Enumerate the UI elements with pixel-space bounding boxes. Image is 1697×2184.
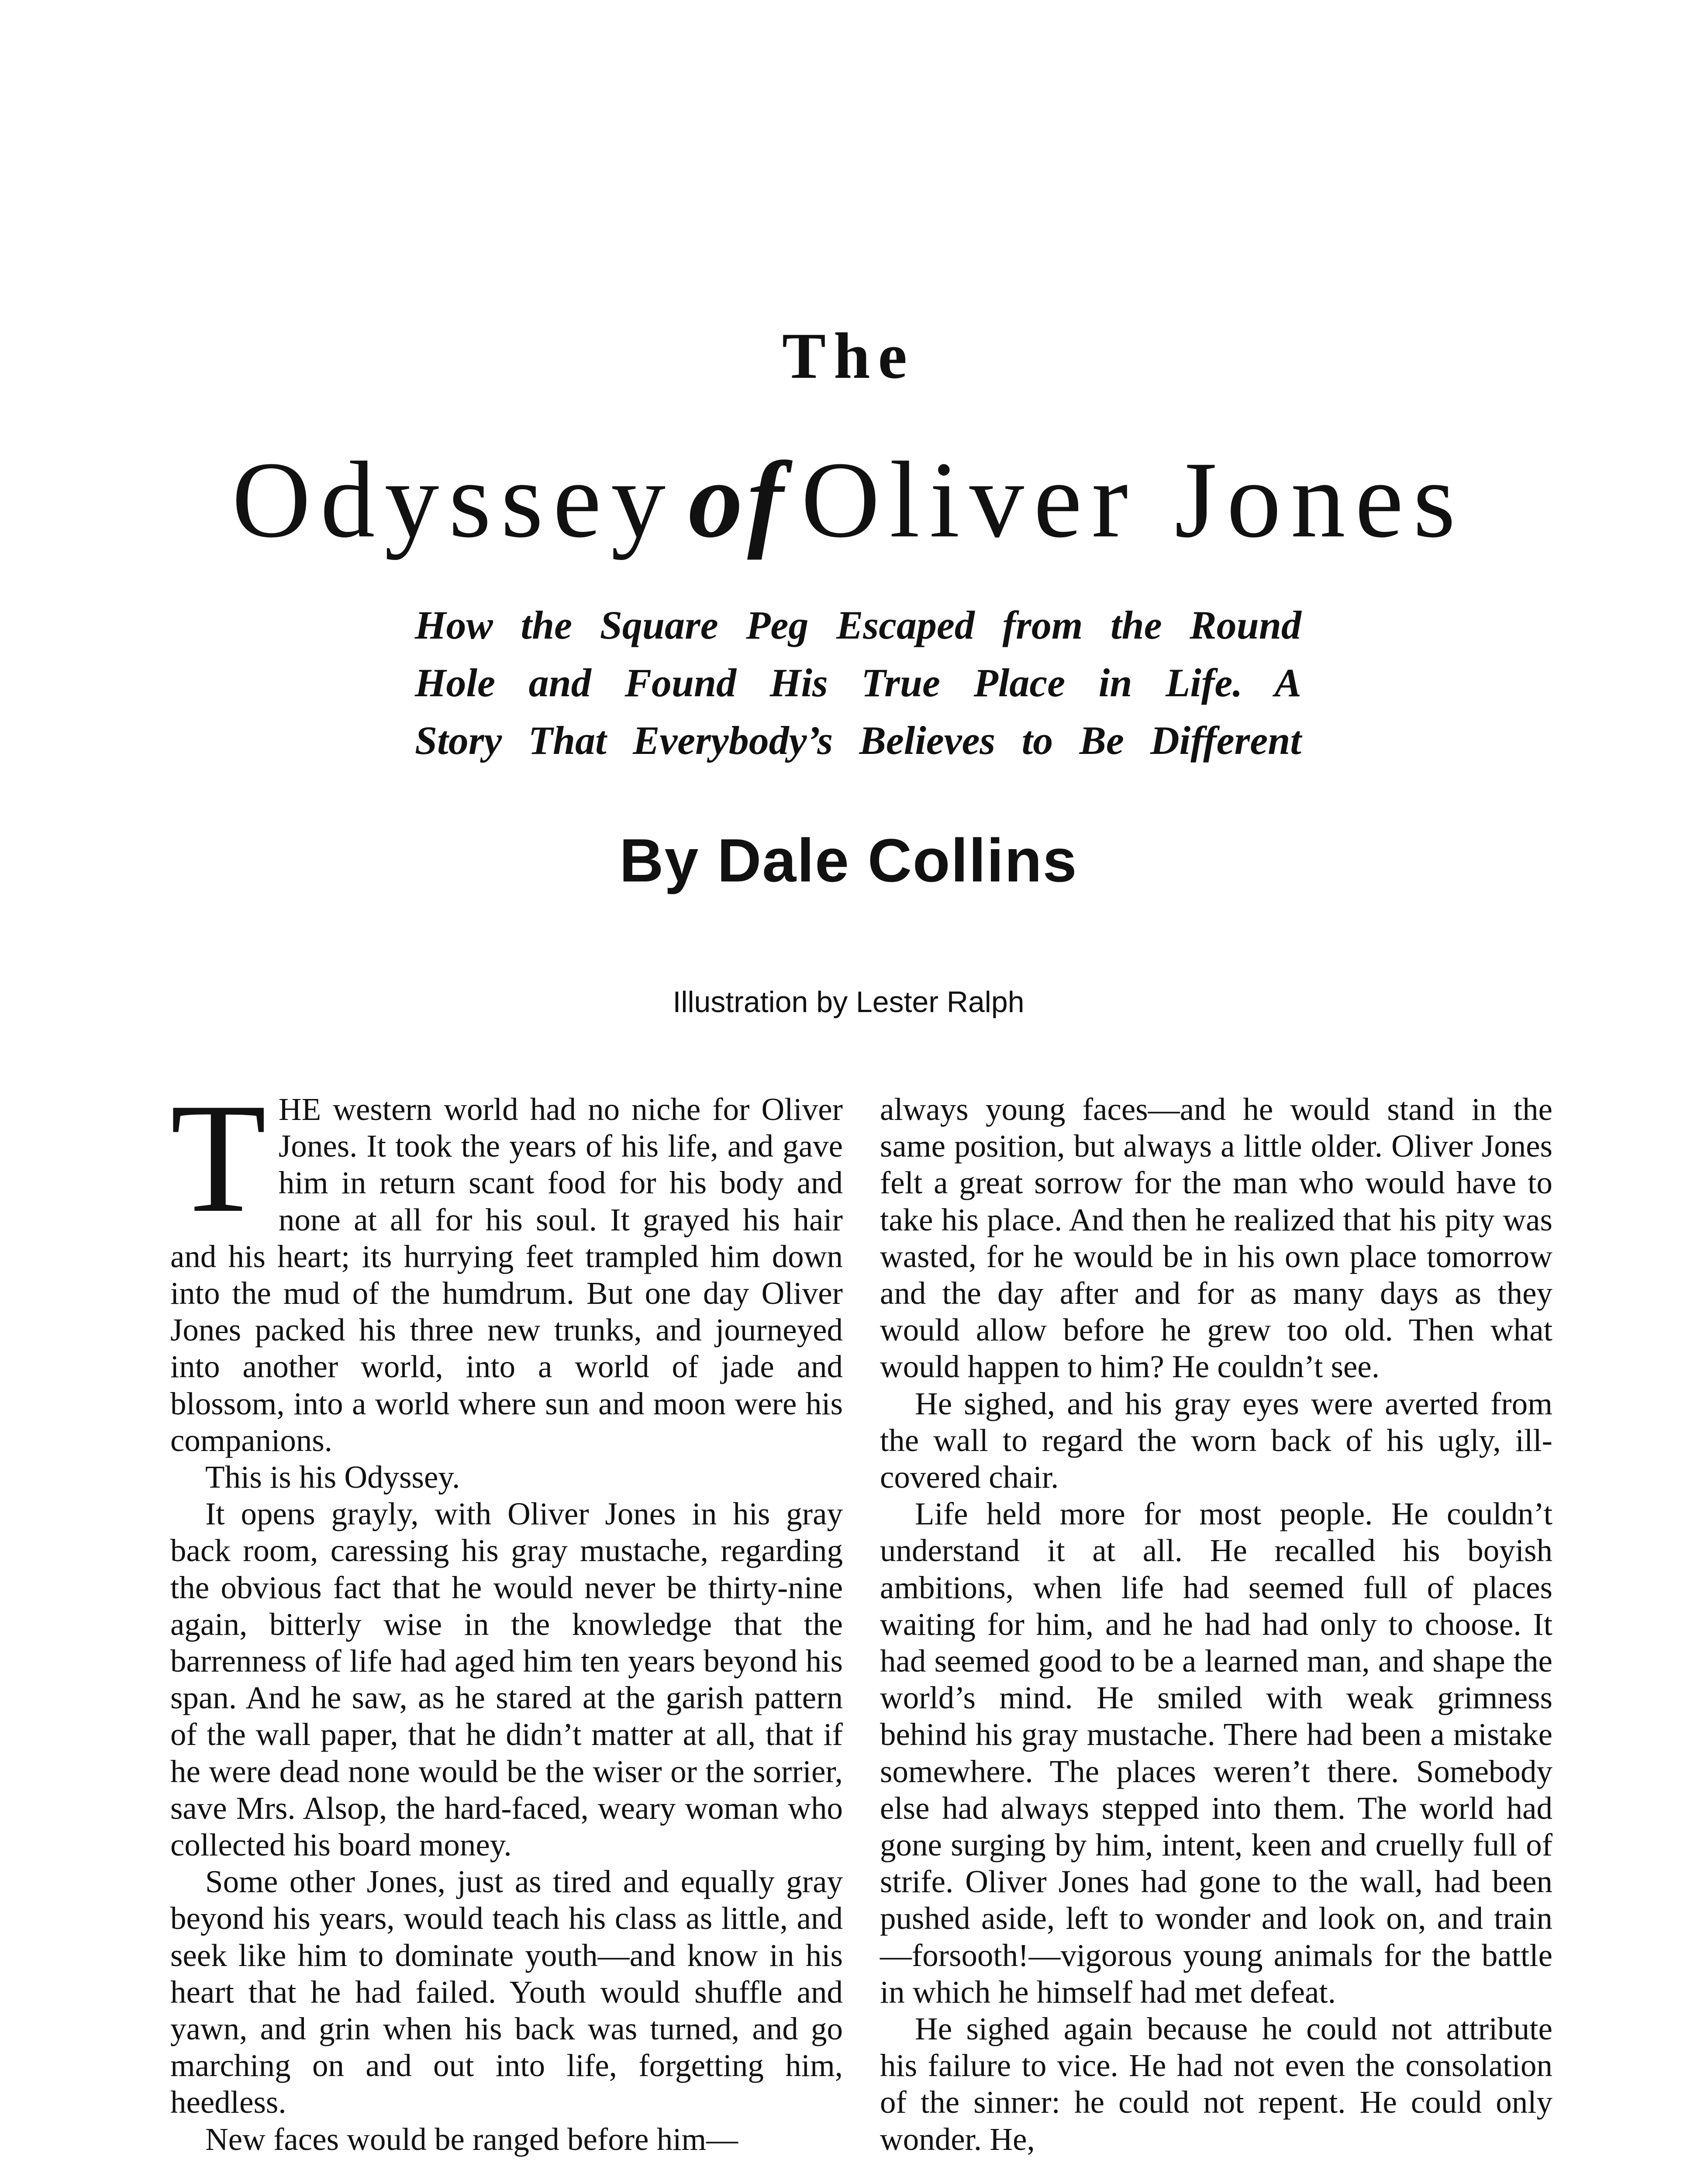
opening-paragraph [170, 1071, 843, 1459]
paragraph: Some other Jones, just as tired and equally gray beyond his years, would teach his class as little, and seek like him to dominate youth—and know in his heart that he had failed. Youth would shuffle and yawn, and grin when his back was turned, and go marching on and out into life, forgetting him, heedless. [170, 1864, 843, 2120]
story-title [0, 439, 1697, 560]
illustration-credit: Illustration by Lester Ralph [673, 985, 1024, 1019]
drop-cap: T [170, 1071, 266, 1245]
story-subtitle [415, 596, 1301, 769]
subtitle-line-1: How the Square Peg Escaped from the Round [415, 603, 1301, 647]
paragraph-text: HE western world had no niche for Oliver Jones. It took the years of his life, and gave him in return scant food for his body and none at all for his soul. It grayed his hair and his heart; its hurrying feet trampled him down into the mud of the humdrum. But one day Oliver Jones packed his three new trunks, and journeyed into another world, into a world of jade and blossom, into a world where sun and moon were his companions. [170, 1092, 843, 1458]
continued-paragraph: always young faces—and he would stand in the same position, but always a little older. Oliver Jones felt a great sorrow for the man who would have to take his place. And then he realized that his pity was wasted, for he would be in his own place tomorrow and the day after and for as many days as they would allow before he grew too old. Then what would happen to him? He couldn’t see. [880, 1092, 1552, 1385]
left-column [170, 1071, 843, 2158]
title-the: The [782, 320, 915, 392]
author-byline: By Dale Collins [619, 826, 1078, 895]
paragraph: Life held more for most people. He couldn’t understand it at all. He recalled his boyish ambitions, when life had seemed full of places waiting for him, and he had had only to choose. It had seemed good to be a learned man, and shape the world’s mind. He smiled with weak grimness behind his gray mustache. There had been a mistake somewhere. The places weren’t there. Somebody else had always stepped into them. The world had gone surging by him, intent, keen and cruelly full of strife. Oliver Jones had gone to the wall, had been pushed aside, left to wonder and look on, and train—forsooth!—vigorous young animals for the battle in which he himself had met defeat. [880, 1496, 1552, 2010]
paragraph: He sighed again because he could not attribute his failure to vice. He had not even the consolation of the sinner: he could not repent. He could only wonder. He, [880, 2011, 1552, 2157]
subtitle-line-2: Hole and Found His True Place in Life. A [415, 660, 1301, 705]
paragraph: He sighed, and his gray eyes were averted from the wall to regard the worn back of his ugly, ill-covered chair. [880, 1386, 1552, 1495]
paragraph: This is his Odyssey. [205, 1459, 460, 1495]
title-part-of: of [688, 439, 788, 560]
paragraph: New faces would be ranged before him— [205, 2121, 738, 2157]
paragraph: It opens grayly, with Oliver Jones in his gray back room, caressing his gray mustache, regarding the obvious fact that he would never be thirty-nine again, bitterly wise in the knowledge that the barrenness of life had aged him ten years beyond his span. And he saw, as he stared at the garish pattern of the wall paper, that he didn’t matter at all, that if he were dead none would be the wiser or the sorrier, save Mrs. Alsop, the hard-faced, weary woman who collected his board money. [170, 1496, 843, 1863]
title-part-oliver-jones: Oliver Jones [801, 439, 1466, 560]
subtitle-line-3: Story That Everybody’s Believes to Be Different [415, 718, 1301, 763]
right-column [880, 1091, 1552, 2158]
title-part-odyssey: Odyssey [231, 439, 676, 560]
